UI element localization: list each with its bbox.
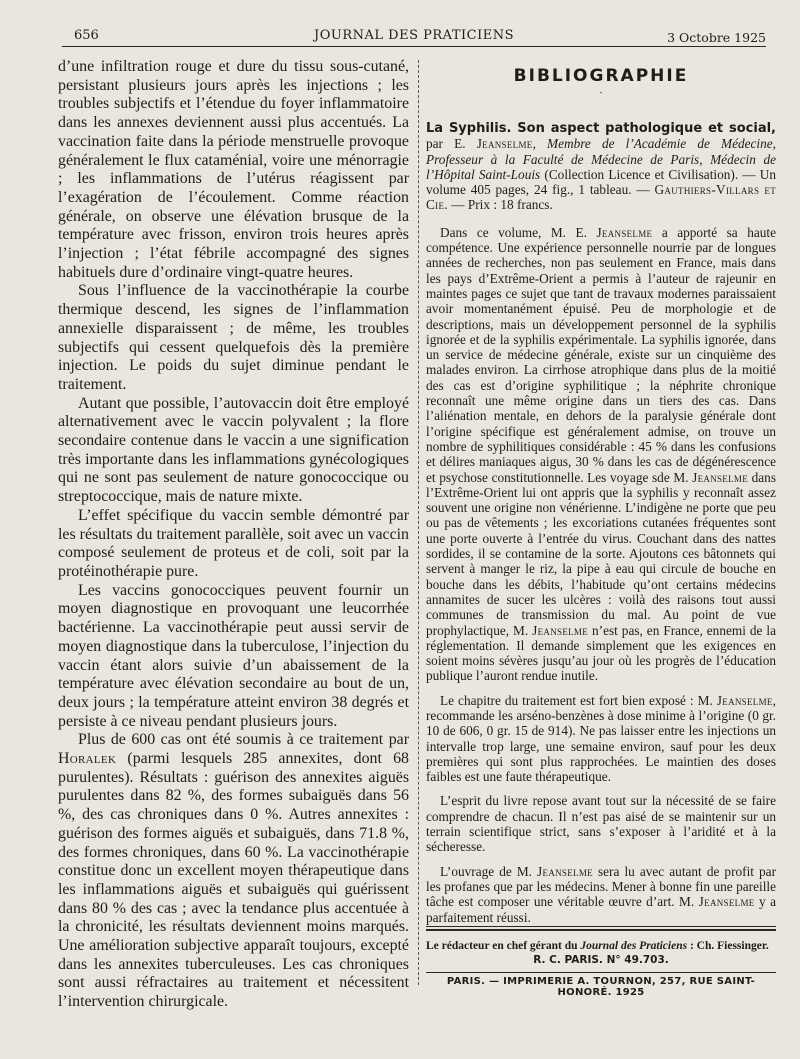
author-name: Jeanselme bbox=[698, 894, 755, 910]
text-run: Le rédacteur en chef gérant du bbox=[426, 940, 581, 952]
text-run: a apporté sa haute compétence. Une expérience personnelle nourrie par de longues années de recherches, non pas seulement en France, mais dans les pays d’Extrême-Orient a permis à l’auteur de rajeunir en maintes pages ce sujet que tant de travaux modernes paraissaient avoir momentanément épuisé. Peu de morphologie et de descriptions, mais un développement personnel de la syphilis ignorée et de la syphilis expérimentale. La syphilis ignorée, dans un service de médecine générale, existe sur un cinquième des malades environ. La cirrhose atrophique dans plus de la moitié des cas est d’origine syphilitique ; la néphrite chronique reconnaît une même origine dans un tiers des cas. Dans l’aliénation mentale, en dehors de la paralysie générale dont l’origine spécifique est généralement admise, on trouve un nombre de syphilitiques considérable : 45 % dans les confusions et délires maniaques aigus, 30 % dans les cas de dégénérescence et psychose constitutionnelle. Les voyage sde M. bbox=[426, 224, 776, 485]
printer-imprint: PARIS. — IMPRIMERIE A. TOURNON, 257, RUE SAINT-HONORÉ. 1925 bbox=[446, 976, 756, 998]
text-run: n’est pas, en France, ennemi de la réglementation. Il demande simplement que les exigences en soient moins sévères jusqu’au jour où les progrès de l’éducation publique l’auront rendue inutile. bbox=[426, 622, 776, 684]
paragraph bbox=[58, 731, 409, 1012]
paragraph: Sous l’influence de la vaccinothérapie la courbe thermique descend, les signes de l’inflammation annexielle disparaissent ; de même, les troubles subjectifs qui cessent quelquefois dès la première injection. Le poids du sujet diminue pendant le traitement. bbox=[58, 282, 409, 393]
paragraph: Autant que possible, l’autovaccin doit être employé alternativement avec le vaccin polyvalent ; la flore secondaire contenue dans le vaccin a une signification très importante dans les inflammations gynécologiques qui ne sont pas seulement de nature gonococcique ou streptococcique, mais de nature mixte. bbox=[58, 394, 409, 506]
text-run: : Ch. Fiessinger. bbox=[687, 940, 769, 952]
running-header bbox=[62, 26, 766, 48]
paragraph bbox=[426, 693, 776, 785]
paragraph: d’une infiltration rouge et dure du tissu sous-cutané, persistant plusieurs jours après les injections ; les troubles subjectifs et l’étendue du foyer inflammatoire dans les annexes deviennent aussi plus accentués. La vaccination faite dans la période menstruelle provoque généralement le flux cataménial, voire une ménorragie ; les inflammations de l’utérus réagissent par l’exagération de l’écoulement. Comme réaction générale, on observe une élévation brusque de la température avec frisson, environ trois heures après l’injection ; l’état fébrile accompagné des signes habituels dure d’ordinaire vingt-quatre heures. bbox=[58, 58, 409, 281]
paragraph bbox=[426, 225, 776, 684]
journal-title: JOURNAL DES PRATICIENS bbox=[314, 28, 514, 43]
review-body bbox=[426, 225, 776, 925]
issue-date: 3 Octobre 1925 bbox=[667, 30, 766, 45]
book-price: — Prix : 18 francs. bbox=[447, 197, 553, 213]
footer-rule bbox=[426, 926, 776, 927]
paragraph: L’esprit du livre repose avant tout sur la nécessité de se faire comprendre de chacun. Il n’est pas aisé de se maintenir sur un terrain scientifique strict, sans s’exposer à l’aridité et à la sécheresse. bbox=[426, 793, 776, 855]
book-details: (Collection Licence et Civilisation). — Un volume 405 pages, 24 fig., 1 tableau. — bbox=[426, 166, 776, 198]
paragraph: L’effet spécifique du vaccin semble démontré par les résultats du traitement parallèle, soit avec un vaccin composé seulement de proteus et de coli, soit par la protéinothérapie pure. bbox=[58, 506, 409, 580]
book-author: Jeanselme bbox=[476, 136, 533, 152]
author-role: , Membre de l’Académie de Médecine, Professeur à la Faculté de Médecine de Paris, Médecin de l’Hôpital Saint-Louis bbox=[426, 136, 776, 182]
footer-rule-thick bbox=[426, 929, 776, 931]
page-number: 656 bbox=[74, 28, 99, 43]
text-run: Dans ce volume, M. E. bbox=[440, 224, 597, 240]
text-run: dans l’Extrême-Orient lui ont appris que la syphilis y reconnaît assez souvent une origine non vénérienne. L’indigène ne porte que peu ou pas de vêtements ; les excoriations cutanées fréquentes sont une porte ouverte à l’entrée du virus. Couchant dans des nattes sordides, il se contamine de la sorte. Ajoutons ces bâtonnets qui servent à manger le riz, la pipe à eau qui circule de bouche en bouche dans les débits, l’habitude qu’ont certains médecins annamites de sucer les ulcères : voilà des raisons tout aussi communes de transmission du mal. Au point de vue prophylactique, M. bbox=[426, 469, 776, 638]
column-divider bbox=[418, 60, 419, 985]
author-name: Jeanselme bbox=[532, 622, 589, 638]
text-run: (parmi lesquels 285 annexites, dont 68 purulentes). Résultats : guérison des annexites aiguës purulentes dans 82 %, des formes subaiguës dans 56 %, des cas chroniques dans 0 %. Autres annexites : guérison des formes aiguës et subaiguës, dans 71.8 %, des formes chroniques, dans 60 %. La vaccinothérapie constitue donc un excellent moyen thérapeutique dans les inflammations aiguës et subaiguës qui guérissent dans 80 % des cas ; avec la tendance plus accentuée à la chronicité, les résultats deviennent moins marqués. Une amélioration subjective apparaît toujours, excepté dans les annexites tuberculeuses. Les cas chroniques sont aussi réfractaires au traitement et nécessitent l’intervention chirurgicale. bbox=[58, 750, 409, 1011]
author-name: Horalek bbox=[58, 750, 117, 768]
right-column bbox=[426, 62, 776, 934]
book-title: La Syphilis. Son aspect pathologique et social, bbox=[426, 121, 776, 136]
imprint-rule bbox=[426, 972, 776, 973]
publisher: Gauthiers-Villars et Cie. bbox=[426, 182, 776, 213]
journal-name: Journal des Praticiens bbox=[580, 940, 688, 952]
author-name: Jeanselme bbox=[596, 224, 653, 240]
text-run: Plus de 600 cas ont été soumis à ce traitement par bbox=[78, 731, 409, 749]
editor-credit bbox=[426, 939, 776, 967]
author-name: Jeanselme bbox=[537, 863, 593, 879]
paragraph: Les vaccins gonococciques peuvent fournir un moyen diagnostique en provoquant une leucorrhée bactérienne. La vaccinothérapie peut aussi servir de moyen diagnostique dans la tuberculose, l’injection du vaccin étant alors suivie d’un abaissement de la température avec élévation secondaire au bout de un, deux jours ; la température atteint environ 38 degrés et persiste à ce niveau pendant plusieurs jours. bbox=[58, 581, 409, 730]
paragraph bbox=[426, 864, 776, 925]
book-entry bbox=[426, 120, 776, 213]
text-run: Le chapitre du traitement est fort bien exposé : M. bbox=[440, 692, 717, 708]
text-run: , recommande les arséno-benzènes à dose minime à l’origine (0 gr. 10 de 606, 0 gr. 15 de 914). Ne pas laisser entre les injections un intervalle trop large, une semaine environ, sauf pour les deux premières qui sont plus rapprochées. Le maintien des doses faibles est une faute thérapeutique. bbox=[426, 692, 776, 785]
text-run: sera lu avec autant de profit par les profanes que par les médecins. Mener à bonne fin une pareille tâche est composer une véritable œuvre d’art. M. bbox=[426, 863, 777, 910]
author-name: Jeanselme bbox=[692, 469, 748, 485]
text-run: par E. bbox=[426, 136, 477, 152]
left-column bbox=[58, 58, 409, 1012]
section-heading: BIBLIOGRAPHIE bbox=[513, 66, 689, 86]
text-run: y a parfaitement réussi. bbox=[426, 894, 777, 925]
heading-ornament: ‑ bbox=[599, 88, 603, 97]
registration-number: R. C. PARIS. N° 49.703. bbox=[533, 954, 669, 966]
header-rule bbox=[62, 46, 766, 47]
text-run: L’ouvrage de M. bbox=[440, 863, 538, 879]
author-name: Jeanselme bbox=[716, 692, 773, 708]
